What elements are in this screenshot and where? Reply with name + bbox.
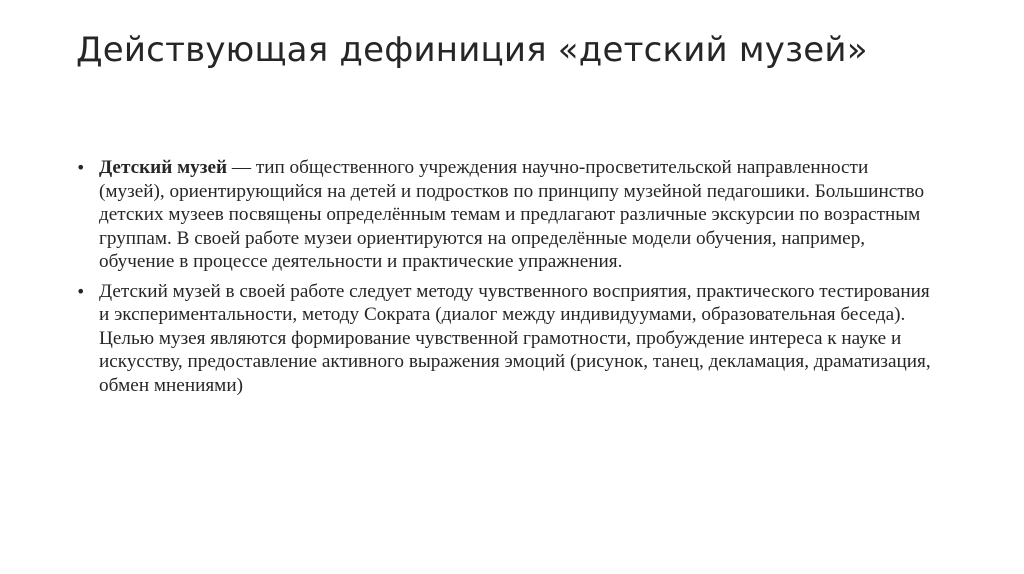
bullet-marker: • bbox=[76, 158, 86, 177]
slide-title: Действующая дефиниция «детский музей» bbox=[76, 30, 868, 70]
bullet-item-1 bbox=[76, 156, 936, 274]
bullet-item-2 bbox=[76, 280, 936, 398]
bullet-marker: • bbox=[76, 281, 86, 301]
definition-text: — тип общественного учреждения научно-просветительской направленности (музей), ориентирующийся на детей и подростков по принципу музейной педагошики. Большинство детских музеев посвящены определённым темам и предлагают различные экскурсии по возрастным группам. В своей работе музеи ориентируются на определённые модели обучения, например, обучение в процессе деятельности и практические упражнения. bbox=[99, 157, 925, 272]
definition-term: Детский музей bbox=[99, 157, 228, 178]
slide-content bbox=[76, 156, 936, 403]
bullet-text: Детский музей в своей работе следует методу чувственного восприятия, практического тестирования и экспериментальности, методу Сократа (диалог между индивидуумами, образовательная беседа). Целью музея являются формирование чувственной грамотности, пробуждение интереса к науке и искусству, предоставление активного выражения эмоций (рисунок, танец, декламация, драматизация, обмен мнениями) bbox=[99, 280, 931, 396]
